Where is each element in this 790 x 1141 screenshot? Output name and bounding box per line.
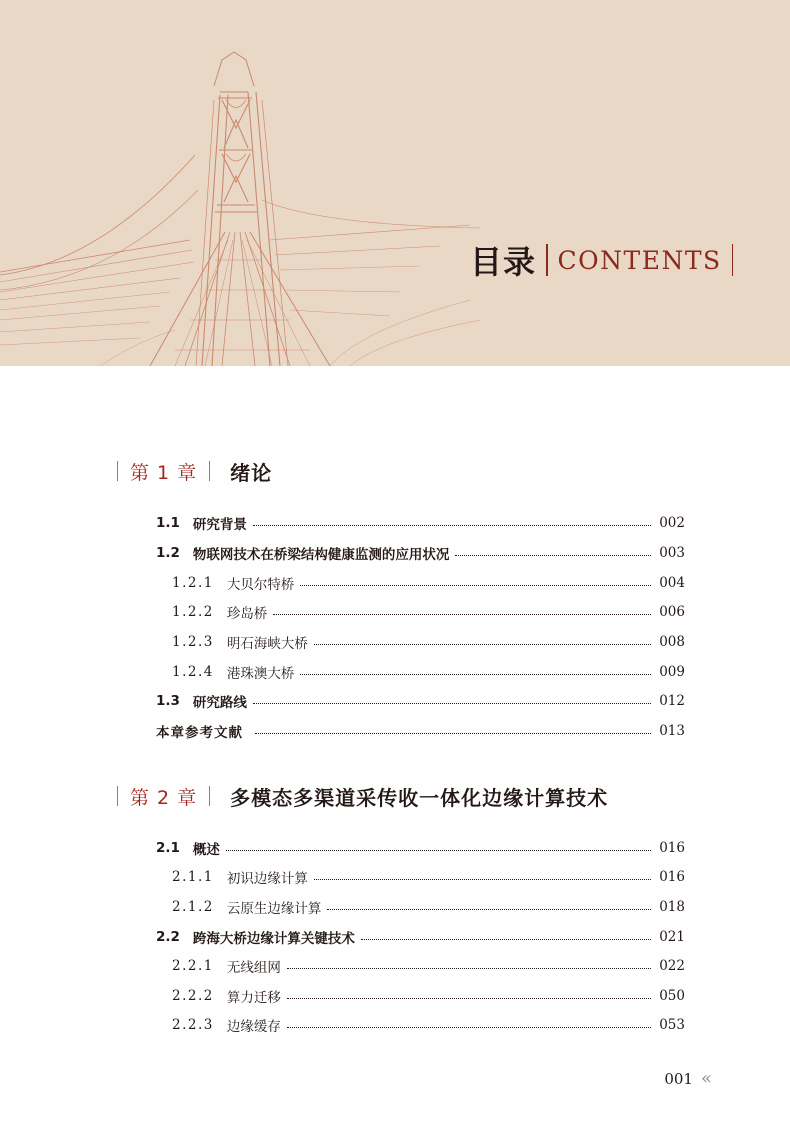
title-divider xyxy=(546,244,548,276)
section-title: 珍岛桥 xyxy=(226,606,268,622)
dot-leader xyxy=(287,1027,651,1028)
section-title: 研究背景 xyxy=(192,517,247,533)
toc-entry[interactable] xyxy=(172,985,685,1007)
section-title: 云原生边缘计算 xyxy=(226,901,322,917)
section-number: 2.1.1 xyxy=(172,869,214,885)
section-title: 无线组网 xyxy=(226,960,281,976)
chapter-heading-1 xyxy=(117,456,272,486)
section-number: 1.2.3 xyxy=(172,634,214,650)
section-number: 2.2.3 xyxy=(172,1017,214,1033)
contents-title xyxy=(470,240,743,280)
chapter-label: 第 1 章 xyxy=(130,461,198,484)
dot-leader xyxy=(361,939,651,940)
section-number: 2.2.2 xyxy=(172,988,214,1004)
section-title: 港珠澳大桥 xyxy=(226,666,295,682)
page-number: 016 xyxy=(659,840,685,856)
toc-entry[interactable] xyxy=(172,601,685,623)
page-number: 004 xyxy=(659,575,685,591)
section-title: 大贝尔特桥 xyxy=(226,577,295,593)
bridge-illustration xyxy=(0,0,790,366)
dot-leader xyxy=(273,614,651,615)
chapter-title: 绪论 xyxy=(230,460,273,485)
toc-entry[interactable] xyxy=(156,512,685,534)
page-number: 003 xyxy=(659,545,685,561)
chapter-title: 多模态多渠道采传收一体化边缘计算技术 xyxy=(230,785,609,810)
toc-entry[interactable] xyxy=(172,955,685,977)
toc-entry[interactable] xyxy=(172,896,685,918)
section-number: 1.2 xyxy=(156,545,180,561)
title-divider-end xyxy=(732,244,734,276)
page-number: 006 xyxy=(659,604,685,620)
page-number: 008 xyxy=(659,634,685,650)
section-number: 2.2.1 xyxy=(172,958,214,974)
page-number: 050 xyxy=(659,988,685,1004)
dot-leader xyxy=(314,879,651,880)
section-number: 1.1 xyxy=(156,515,180,531)
section-number: 2.1.2 xyxy=(172,899,214,915)
section-title: 算力迁移 xyxy=(226,990,281,1006)
page-number: 022 xyxy=(659,958,685,974)
header-banner xyxy=(0,0,790,366)
section-title: 边缘缓存 xyxy=(226,1019,281,1035)
toc-entry[interactable] xyxy=(156,690,685,712)
page-number: 013 xyxy=(659,723,685,739)
section-number: 1.2.2 xyxy=(172,604,214,620)
section-title: 初识边缘计算 xyxy=(226,871,308,887)
dot-leader xyxy=(253,703,651,704)
page-number: 021 xyxy=(659,929,685,945)
section-title: 研究路线 xyxy=(192,695,247,711)
dot-leader xyxy=(327,909,651,910)
section-number: 1.2.1 xyxy=(172,575,214,591)
title-chinese: 目录 xyxy=(470,243,537,281)
toc-entry[interactable] xyxy=(156,542,685,564)
title-english: CONTENTS xyxy=(557,245,722,275)
page-footer xyxy=(664,1068,712,1089)
toc-entry[interactable] xyxy=(156,837,685,859)
page-number: 018 xyxy=(659,899,685,915)
toc-entry[interactable] xyxy=(156,720,685,742)
section-number: 1.2.4 xyxy=(172,664,214,680)
page-number: 009 xyxy=(659,664,685,680)
page-number: 016 xyxy=(659,869,685,885)
toc-entry[interactable] xyxy=(156,926,685,948)
section-title: 概述 xyxy=(192,842,220,858)
toc-entry[interactable] xyxy=(172,572,685,594)
toc-entry[interactable] xyxy=(172,866,685,888)
toc-entry[interactable] xyxy=(172,1014,685,1036)
dot-leader xyxy=(314,644,651,645)
section-number: 2.2 xyxy=(156,929,180,945)
section-title: 物联网技术在桥梁结构健康监测的应用状况 xyxy=(192,547,450,563)
chapter-bar xyxy=(209,786,210,806)
dot-leader xyxy=(455,555,651,556)
section-number: 2.1 xyxy=(156,840,180,856)
page-number: 012 xyxy=(659,693,685,709)
dot-leader xyxy=(226,850,651,851)
section-number: 1.3 xyxy=(156,693,180,709)
dot-leader xyxy=(255,733,651,734)
dot-leader xyxy=(300,585,651,586)
chapter-label: 第 2 章 xyxy=(130,786,198,809)
section-title: 本章参考文献 xyxy=(156,725,243,741)
toc-entry[interactable] xyxy=(172,661,685,683)
page-number: 053 xyxy=(659,1017,685,1033)
dot-leader xyxy=(287,968,651,969)
toc-entry[interactable] xyxy=(172,631,685,653)
footer-page-number: 001 xyxy=(664,1069,693,1088)
page-number: 002 xyxy=(659,515,685,531)
chapter-heading-2 xyxy=(117,781,608,811)
double-chevron-left-icon: « xyxy=(700,1068,712,1089)
dot-leader xyxy=(300,674,651,675)
section-title: 跨海大桥边缘计算关键技术 xyxy=(192,931,355,947)
chapter-bar xyxy=(209,461,210,481)
chapter-bar xyxy=(117,461,118,481)
dot-leader xyxy=(287,998,651,999)
chapter-bar xyxy=(117,786,118,806)
dot-leader xyxy=(253,525,651,526)
section-title: 明石海峡大桥 xyxy=(226,636,308,652)
